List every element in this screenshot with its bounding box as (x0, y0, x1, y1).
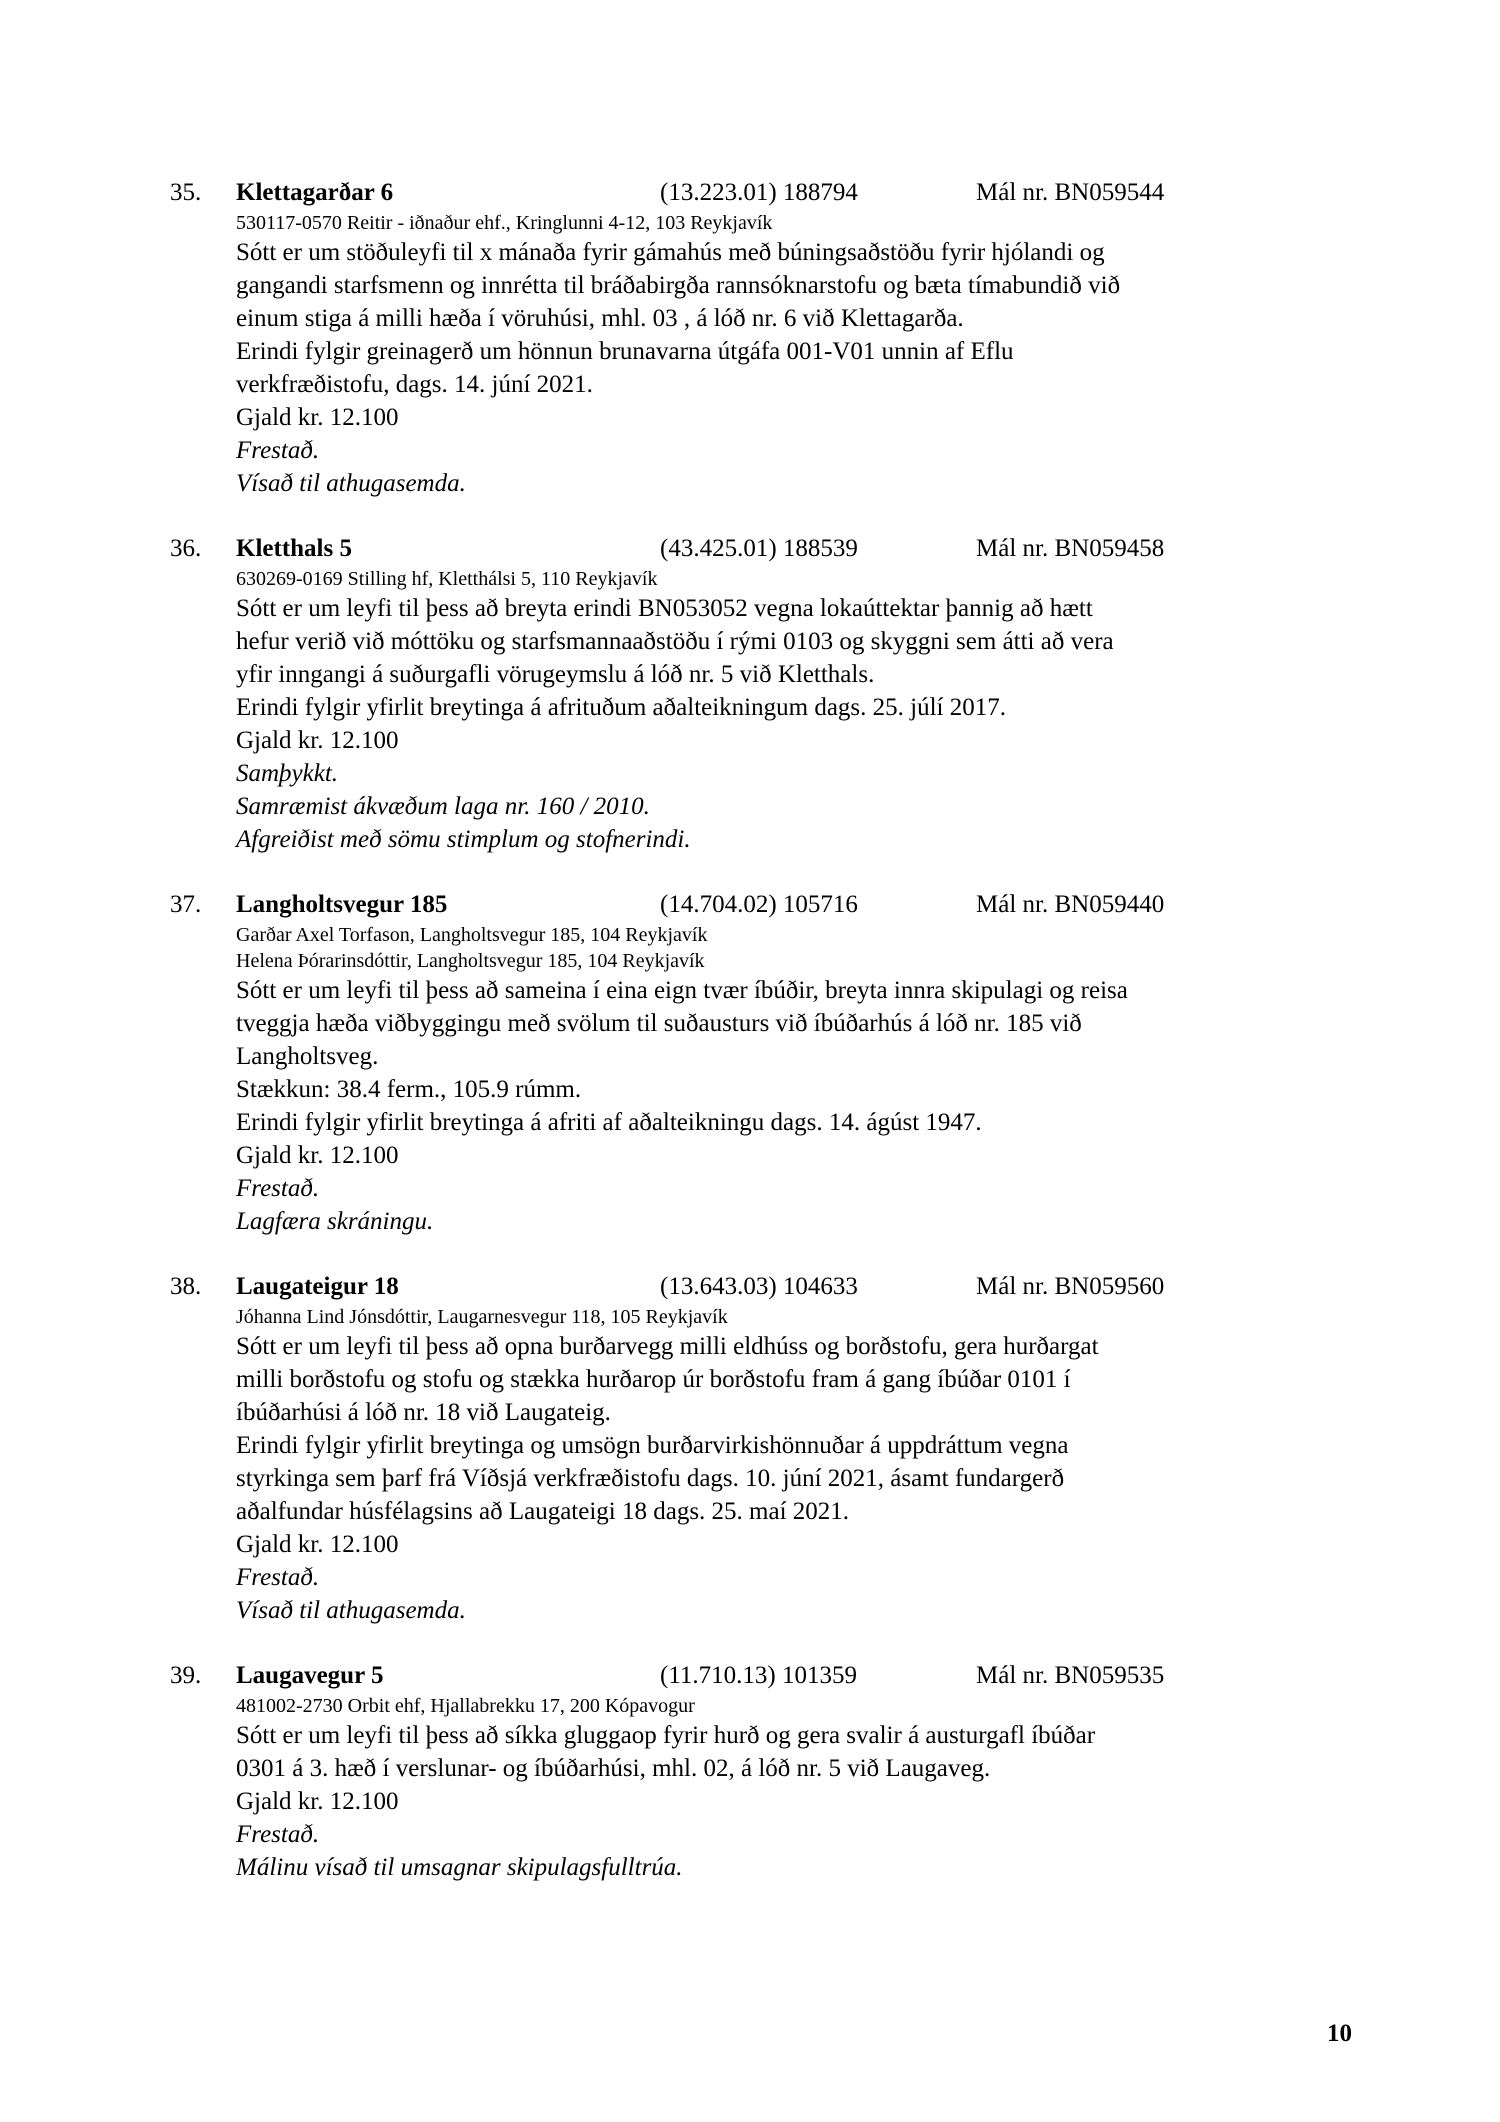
entry-body-line: yfir inngangi á suðurgafli vörugeymslu á lóð nr. 5 við Kletthals. (236, 661, 875, 688)
entry-address: Laugateigur 18 (236, 1273, 399, 1300)
entry-owner: Jóhanna Lind Jónsdóttir, Laugarnesvegur 118, 105 Reykjavík (236, 1306, 728, 1328)
entry-fee: Gjald kr. 12.100 (236, 1531, 399, 1558)
entry-body-line: einum stiga á milli hæða í vöruhúsi, mhl. 03 , á lóð nr. 6 við Klettagarða. (236, 305, 964, 332)
entry-body-line: Sótt er um leyfi til þess að sameina í eina eign tvær íbúðir, breyta innra skipulagi og reisa (236, 977, 1128, 1004)
entry-owner: Garðar Axel Torfason, Langholtsvegur 185, 104 Reykjavík (236, 924, 708, 946)
entry-fee: Gjald kr. 12.100 (236, 727, 399, 754)
entry-address: Kletthals 5 (236, 535, 352, 562)
entry-status: Frestað. (236, 437, 320, 464)
agenda-entry (170, 1661, 1352, 1884)
entry-body-line: milli borðstofu og stofu og stækka hurðarop úr borðstofu fram á gang íbúðar 0101 í (236, 1366, 1071, 1393)
entry-body-line: Erindi fylgir yfirlit breytinga og umsögn burðarvirkishönnuðar á uppdráttum vegna (236, 1432, 1069, 1459)
entry-property-code: (14.704.02) 105716 (660, 891, 858, 918)
entry-status: Vísað til athugasemda. (236, 1597, 466, 1624)
entry-status: Frestað. (236, 1821, 320, 1848)
agenda-entry (170, 178, 1352, 500)
entry-header (170, 1661, 1352, 1691)
entry-body-line: Sótt er um leyfi til þess að síkka gluggaop fyrir hurð og gera svalir á austurgafl íbúðar (236, 1722, 1096, 1749)
entry-case-number: Mál nr. BN059535 (976, 1662, 1165, 1689)
entry-status: Samræmist ákvæðum laga nr. 160 / 2010. (236, 793, 650, 820)
entry-number: 39. (170, 1662, 202, 1689)
entry-property-code: (13.223.01) 188794 (660, 179, 858, 206)
entry-body-line: íbúðarhúsi á lóð nr. 18 við Laugateig. (236, 1399, 611, 1426)
agenda-entry (170, 1272, 1352, 1627)
entry-body-line: Langholtsveg. (236, 1043, 379, 1070)
entry-header (170, 890, 1352, 920)
entry-owner: Helena Þórarinsdóttir, Langholtsvegur 185, 104 Reykjavík (236, 950, 705, 972)
entry-body-line: tveggja hæða viðbyggingu með svölum til suðausturs við íbúðarhús á lóð nr. 185 við (236, 1010, 1082, 1037)
entry-fee: Gjald kr. 12.100 (236, 404, 399, 431)
entry-case-number: Mál nr. BN059560 (976, 1273, 1165, 1300)
entry-number: 35. (170, 179, 202, 206)
entry-body-line: Erindi fylgir greinagerð um hönnun brunavarna útgáfa 001-V01 unnin af Eflu (236, 338, 1014, 365)
entry-body-line: hefur verið við móttöku og starfsmannaaðstöðu í rými 0103 og skyggni sem átti að vera (236, 628, 1114, 655)
entry-address: Klettagarðar 6 (236, 179, 394, 206)
page-number: 10 (1327, 2020, 1352, 2047)
entry-owner: 630269-0169 Stilling hf, Kletthálsi 5, 110 Reykjavík (236, 568, 658, 590)
agenda-entry (170, 890, 1352, 1238)
entry-body-line: Erindi fylgir yfirlit breytinga á afriti af aðalteikningu dags. 14. ágúst 1947. (236, 1109, 982, 1136)
entry-number: 37. (170, 891, 202, 918)
entry-status: Vísað til athugasemda. (236, 470, 466, 497)
entry-property-code: (13.643.03) 104633 (660, 1273, 858, 1300)
entry-body-line: styrkinga sem þarf frá Víðsjá verkfræðistofu dags. 10. júní 2021, ásamt fundargerð (236, 1465, 1065, 1492)
entry-status: Frestað. (236, 1564, 320, 1591)
entry-body-line: Sótt er um leyfi til þess að opna burðarvegg milli eldhúss og borðstofu, gera hurðargat (236, 1333, 1099, 1360)
entry-body-line: aðalfundar húsfélagsins að Laugateigi 18 dags. 25. maí 2021. (236, 1498, 850, 1525)
entry-owner: 481002-2730 Orbit ehf, Hjallabrekku 17, 200 Kópavogur (236, 1695, 695, 1717)
entry-body-line: gangandi starfsmenn og innrétta til bráðabirgða rannsóknarstofu og bæta tímabundið við (236, 272, 1121, 299)
entry-header (170, 534, 1352, 564)
entry-number: 36. (170, 535, 202, 562)
entry-case-number: Mál nr. BN059440 (976, 891, 1165, 918)
agenda-entry (170, 534, 1352, 856)
entry-status: Frestað. (236, 1175, 320, 1202)
entry-body-line: Erindi fylgir yfirlit breytinga á afrituðum aðalteikningum dags. 25. júlí 2017. (236, 694, 1006, 721)
entry-case-number: Mál nr. BN059544 (976, 179, 1165, 206)
entry-body-line: 0301 á 3. hæð í verslunar- og íbúðarhúsi, mhl. 02, á lóð nr. 5 við Laugaveg. (236, 1755, 991, 1782)
entry-status: Samþykkt. (236, 760, 339, 787)
entry-property-code: (11.710.13) 101359 (660, 1662, 857, 1689)
entry-owner: 530117-0570 Reitir - iðnaður ehf., Kringlunni 4-12, 103 Reykjavík (236, 212, 773, 234)
entry-address: Langholtsvegur 185 (236, 891, 448, 918)
entry-case-number: Mál nr. BN059458 (976, 535, 1165, 562)
entry-fee: Gjald kr. 12.100 (236, 1142, 399, 1169)
entry-header (170, 1272, 1352, 1302)
entry-status: Afgreiðist með sömu stimplum og stofnerindi. (236, 826, 691, 853)
entry-number: 38. (170, 1273, 202, 1300)
entry-fee: Gjald kr. 12.100 (236, 1788, 399, 1815)
entry-body-line: Stækkun: 38.4 ferm., 105.9 rúmm. (236, 1076, 582, 1103)
entry-status: Málinu vísað til umsagnar skipulagsfulltrúa. (236, 1854, 683, 1881)
entry-address: Laugavegur 5 (236, 1662, 384, 1689)
entry-body-line: Sótt er um leyfi til þess að breyta erindi BN053052 vegna lokaúttektar þannig að hætt (236, 595, 1093, 622)
entry-property-code: (43.425.01) 188539 (660, 535, 858, 562)
entry-body-line: verkfræðistofu, dags. 14. júní 2021. (236, 371, 593, 398)
entry-body-line: Sótt er um stöðuleyfi til x mánaða fyrir gámahús með búningsaðstöðu fyrir hjólandi og (236, 239, 1105, 266)
entry-status: Lagfæra skráningu. (236, 1208, 434, 1235)
entry-header (170, 178, 1352, 208)
